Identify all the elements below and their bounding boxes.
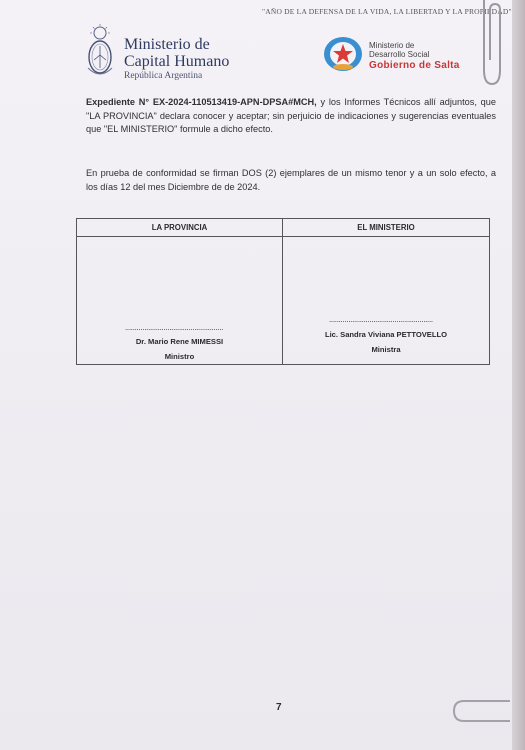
signatory-name: Lic. Sandra Viviana PETTOVELLO: [324, 330, 448, 339]
signature-column-ministerio: [283, 219, 489, 364]
signature-line: ......................................................: [329, 315, 433, 324]
signature-header-ministerio: EL MINISTERIO: [283, 219, 489, 237]
paragraph-expediente: [86, 96, 496, 137]
salta-government-logo-icon: [322, 36, 364, 72]
signature-line: ...................................................: [125, 323, 224, 332]
ministry-logo-text: [124, 36, 229, 82]
page-stack-edge: [512, 0, 525, 750]
signatory-name: Dr. Mario Rene MIMESSI: [135, 337, 224, 346]
signature-table: [76, 218, 490, 365]
page-number: 7: [276, 702, 282, 713]
salta-logo-text: [369, 41, 460, 72]
paragraph-conformidad: En prueba de conformidad se firman DOS (2) ejemplares de un mismo tenor y a un solo efecto, a los días 12 del mes Diciembre de de 2024.: [86, 168, 496, 192]
salta-line3: Gobierno de Salta: [369, 60, 460, 71]
paper-clip-icon: [476, 0, 506, 90]
paper-clip-bottom-icon: [450, 697, 510, 727]
national-coat-of-arms-icon: [84, 24, 116, 80]
ministry-name-line1: Ministerio de: [124, 36, 210, 53]
signatory-role: Ministra: [371, 345, 401, 354]
signature-header-provincia: LA PROVINCIA: [77, 219, 282, 237]
signatory-role: Ministro: [164, 352, 195, 361]
salta-line2: Desarrollo Social: [369, 50, 430, 59]
ministry-country: República Argentina: [124, 71, 203, 81]
signature-column-provincia: [77, 219, 283, 364]
salta-line1: Ministerio de: [369, 41, 415, 50]
expediente-number: Expediente N° EX-2024-110513419-APN-DPSA#MCH,: [86, 97, 317, 107]
header-motto: "AÑO DE LA DEFENSA DE LA VIDA, LA LIBERTAD Y LA PROPIEDAD": [262, 7, 512, 16]
paragraph-expediente-text: y los Informes Técnicos allí adjuntos, que "LA PROVINCIA" declara conocer y aceptar; sin perjuicio de indicaciones y sugerencias eventuales que "EL MINISTERIO" formule a dicho efecto.: [86, 97, 497, 135]
ministry-name-line2: Capital Humano: [124, 53, 230, 70]
